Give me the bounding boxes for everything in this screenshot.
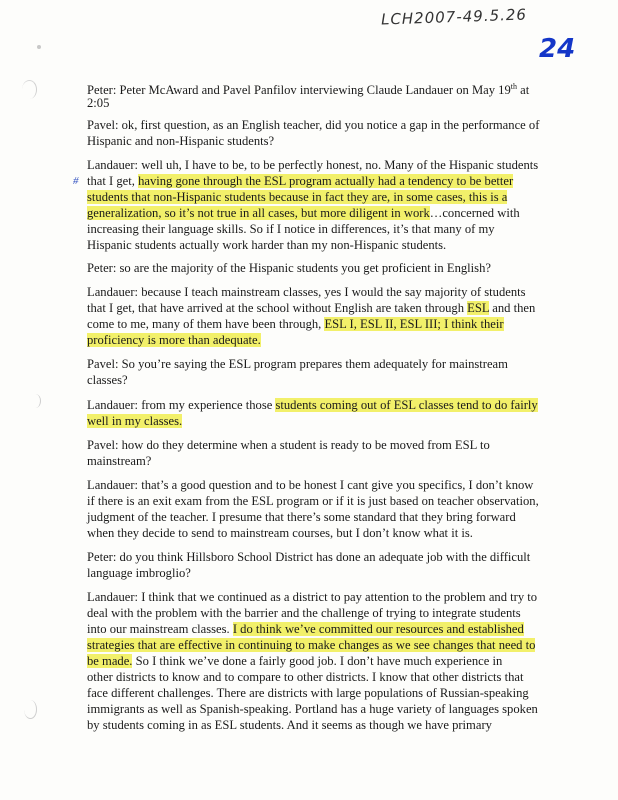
transcript-line bbox=[87, 621, 524, 637]
transcript-line bbox=[87, 221, 495, 237]
highlighted-text: well in my classes. bbox=[87, 414, 183, 428]
transcript-line bbox=[87, 157, 538, 173]
transcript-line bbox=[87, 669, 524, 685]
line-text: judgment of the teacher. I presume that there’s some standard that they bring forward bbox=[87, 510, 516, 524]
line-text: Hispanic students actually work harder than my non-Hispanic students. bbox=[87, 238, 447, 252]
line-text: immigrants as well as Spanish-speaking. Portland has a huge variety of languages spoken bbox=[87, 702, 538, 716]
transcript-line bbox=[87, 95, 109, 111]
line-text: Peter: so are the majority of the Hispanic students you get proficient in English? bbox=[87, 261, 491, 275]
transcript-line bbox=[87, 637, 535, 653]
transcript-line bbox=[87, 437, 490, 453]
transcript-line bbox=[87, 605, 521, 621]
transcript-line bbox=[87, 372, 128, 388]
line-text: by students coming in as ESL students. And it seems as though we have primary bbox=[87, 718, 492, 732]
transcript-line bbox=[87, 79, 529, 98]
transcript-line bbox=[87, 189, 507, 205]
transcript-line bbox=[87, 316, 504, 332]
transcript-line bbox=[87, 565, 191, 581]
line-text: mainstream? bbox=[87, 454, 152, 468]
line-text: Pavel: how do they determine when a student is ready to be moved from ESL to bbox=[87, 438, 490, 452]
highlighted-text: strategies that are effective in continuing to make changes as we see changes that need to bbox=[87, 638, 536, 652]
line-text: Pavel: ok, first question, as an English teacher, did you notice a gap in the performance of bbox=[87, 118, 540, 132]
line-text: come to me, many of them have been through, bbox=[87, 317, 325, 331]
transcript-line bbox=[87, 237, 446, 253]
transcript-line bbox=[87, 701, 538, 717]
line-text: Landauer: that’s a good question and to be honest I cant give you specifics, I don’t know bbox=[87, 478, 534, 492]
line-text: at bbox=[517, 83, 530, 98]
line-text: face different challenges. There are districts with large populations of Russian-speaking bbox=[87, 686, 529, 700]
highlighted-text: ESL bbox=[467, 301, 490, 315]
transcript-line bbox=[87, 453, 151, 469]
line-text: Landauer: from my experience those bbox=[87, 398, 276, 412]
transcript-line bbox=[87, 173, 513, 189]
line-text: Landauer: I think that we continued as a district to pay attention to the problem and try to bbox=[87, 590, 538, 604]
transcript-line bbox=[87, 300, 535, 316]
highlighted-text: students that non-Hispanic students because in fact they are, in some cases, this is a bbox=[87, 190, 508, 204]
transcript-line bbox=[87, 477, 533, 493]
transcript-line bbox=[87, 525, 473, 541]
punch-hole-middle bbox=[30, 394, 41, 408]
transcript-line bbox=[87, 685, 529, 701]
highlighted-text: students coming out of ESL classes tend to do fairly bbox=[275, 398, 538, 412]
transcript-line bbox=[87, 493, 539, 509]
transcript-line bbox=[87, 413, 182, 429]
transcript-line bbox=[87, 397, 538, 413]
highlighted-text: proficiency is more than adequate. bbox=[87, 333, 261, 347]
highlighted-text: ESL I, ESL II, ESL III; I think their bbox=[324, 317, 504, 331]
line-text: Landauer: because I teach mainstream classes, yes I would the say majority of students bbox=[87, 285, 526, 299]
line-text: other districts to know and to compare to other districts. I know that other districts that bbox=[87, 670, 524, 684]
punch-hole-bottom bbox=[24, 700, 37, 719]
transcript-line bbox=[87, 509, 516, 525]
line-text: into our mainstream classes. bbox=[87, 622, 233, 636]
highlighted-text: generalization, so it’s not true in all cases, but more diligent in work bbox=[87, 206, 430, 220]
line-text: Hispanic and non-Hispanic students? bbox=[87, 134, 275, 148]
transcript-line bbox=[87, 589, 537, 605]
archive-reference-code: LCH2007-49.5.26 bbox=[380, 5, 528, 29]
line-text: increasing their language skills. So if I notice in differences, it’s that many of my bbox=[87, 222, 495, 236]
line-text: 2:05 bbox=[87, 96, 110, 110]
handwritten-page-number: 24 bbox=[539, 34, 576, 64]
line-text: Peter: do you think Hillsboro School District has done an adequate job with the difficult bbox=[87, 550, 531, 564]
line-text: and then bbox=[489, 301, 536, 315]
line-text: Landauer: well uh, I have to be, to be perfectly honest, no. Many of the Hispanic students bbox=[87, 158, 539, 172]
line-text: that I get, that have arrived at the school without English are taken through bbox=[87, 301, 468, 315]
transcript-line bbox=[87, 356, 508, 372]
margin-mark: # bbox=[73, 175, 79, 187]
transcript-line bbox=[87, 260, 491, 276]
line-text: …concerned with bbox=[429, 206, 520, 220]
line-text: deal with the problem with the barrier and the challenge of trying to integrate students bbox=[87, 606, 521, 620]
transcript-line bbox=[87, 717, 492, 733]
transcript-line bbox=[87, 332, 261, 348]
line-text: that I get, bbox=[87, 174, 139, 188]
transcript-line bbox=[87, 133, 274, 149]
line-text: Peter: Peter McAward and Pavel Panfilov interviewing Claude Landauer on May 19 bbox=[87, 83, 511, 98]
line-text: language imbroglio? bbox=[87, 566, 191, 580]
highlighted-text: having gone through the ESL program actually had a tendency to be better bbox=[138, 174, 514, 188]
punch-hole-top bbox=[22, 80, 37, 99]
line-text: if there is an exit exam from the ESL program or if it is just based on teacher observation, bbox=[87, 494, 539, 508]
highlighted-text: I do think we’ve committed our resources and established bbox=[232, 622, 524, 636]
transcript-line bbox=[87, 549, 530, 565]
line-text: classes? bbox=[87, 373, 128, 387]
transcript-line bbox=[87, 205, 520, 221]
line-text: So I think we’ve done a fairly good job. I don’t have much experience in bbox=[132, 654, 503, 668]
transcript-line bbox=[87, 117, 539, 133]
line-text: Pavel: So you’re saying the ESL program prepares them adequately for mainstream bbox=[87, 357, 508, 371]
superscript-text: th bbox=[510, 82, 517, 91]
highlighted-text: be made. bbox=[87, 654, 133, 668]
line-text: when they decide to send to mainstream courses, but I don’t know what it is. bbox=[87, 526, 473, 540]
scan-speck bbox=[37, 45, 41, 49]
transcript-line bbox=[87, 284, 526, 300]
transcript-line bbox=[87, 653, 502, 669]
